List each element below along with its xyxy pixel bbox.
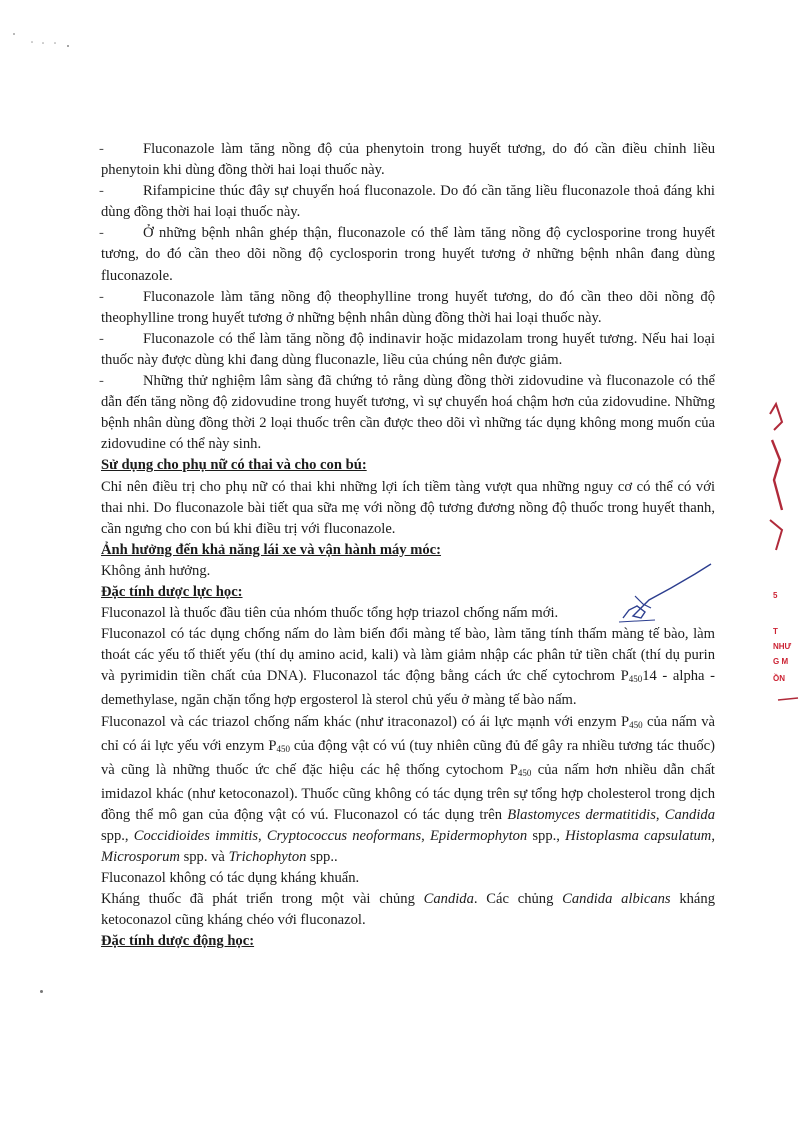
list-item: - Fluconazole có thể làm tăng nồng độ indinavir hoặc midazolam trong huyết tương. Nếu hai loại thuốc này được dùng khi đang dùng fluconazle, liều của chúng nên được giảm.: [99, 330, 715, 368]
bullet-dash: -: [99, 141, 104, 157]
section-heading-pharmacokinetics: Đặc tính dược động học:: [101, 933, 255, 950]
scan-speck: [40, 990, 43, 993]
document-body: [101, 139, 715, 953]
paragraph-list: [101, 139, 715, 624]
bullet-dash: -: [99, 330, 104, 347]
scan-specks: [10, 30, 80, 50]
list-item: - Những thử nghiệm lâm sàng đã chứng tỏ rằng dùng đồng thời zidovudine và fluconazole có thể dẫn đến tăng nồng độ zidovudine trong huyết tương, vì sự chuyển hoá chậm hơn của zidovudine. Những bệnh nhân dùng đồng thời 2 loại thuốc trên cần được theo dõi vì những tác dụng không mong muốn của zidovudine có thể này sinh.: [99, 373, 715, 453]
bullet-dash: -: [99, 183, 104, 200]
bullet-dash: -: [99, 288, 104, 305]
section-heading-pregnancy: Sử dụng cho phụ nữ có thai và cho con bú:: [101, 457, 367, 474]
bullet-dash: -: [99, 373, 104, 390]
bullet-dash: -: [99, 225, 104, 242]
no-antibacterial-text: Fluconazol không có tác dụng kháng khuẩn.: [101, 870, 360, 887]
list-item: - Fluconazole làm tăng nồng độ theophylline trong huyết tương, do đó cần theo dõi nồng độ theophylline trong huyết tương ở những bệnh nhân dùng đồng thời hai loại thuốc này.: [99, 288, 715, 326]
driving-text: Không ảnh hưởng.: [101, 562, 211, 579]
stamp-text: ỒN: [773, 674, 785, 683]
resistance-text: Kháng thuốc đã phát triển trong một vài chủng Candida. Các chủng Candida albicans kháng ketoconazol cũng kháng chéo với fluconazol.: [101, 891, 715, 929]
stamp-fragment-icon: [752, 400, 800, 750]
affinity-text: Fluconazol và các triazol chống nấm khác (như itraconazol) có ái lực mạnh với enzym $P_{450}$ của nấm và chỉ có ái lực yếu với enzym $P_{450}$ của động vật có vú (tuy nhiên cũng đủ để gây ra nhiều tương tác thuốc) và cũng là những thuốc ức chế đặc hiệu các hệ thống cytochom $P_{450}$ của nấm hơn nhiều dẫn chất imidazol khác (như ketoconazol). Thuốc cũng không có tác dụng trên sự tổng hợp cholesterol trong dịch đồng thể mô gan của động vật có vú. Fluconazol có tác dụng trên Blastomyces dermatitidis, Candida spp., Coccidioides immitis, Cryptococcus neoformans, Epidermophyton spp., Histoplasma capsulatum, Microsporum spp. và Trichophyton spp..: [101, 713, 716, 866]
list-item: - Ở những bệnh nhân ghép thận, fluconazole có thể làm tăng nồng độ cyclosporine trong huyết tương, do đó cần theo dõi nồng độ cyclosporin trong huyết tương ở những bệnh nhân đang dùng fluconazole.: [99, 225, 715, 284]
section-heading-driving: Ảnh hưởng đến khả năng lái xe và vận hành máy móc:: [101, 541, 442, 558]
stamp-text: 5: [773, 591, 778, 600]
mechanism-text: Fluconazol có tác dụng chống nấm do làm biến đổi màng tế bào, làm tăng tính thấm màng tế bào, làm thoát các yếu tố thiết yếu (thí dụ amino acid, kali) và làm giảm nhập các phân tử tiền chất (thí dụ purin và pyrimidin tiền chất của DNA). Fluconazol tác động bằng cách ức chế cytochrom $P_{450}14$ - alpha - demethylase, ngăn chặn tổng hợp ergosterol là sterol chủ yếu ở màng tế bào nấm.: [101, 626, 715, 709]
section-heading-pharmacodynamics: Đặc tính dược lực học:: [101, 583, 243, 600]
stamp-text: NHƯ: [773, 642, 792, 651]
pharmacodynamics-intro: Fluconazol là thuốc đầu tiên của nhóm thuốc tổng hợp triazol chống nấm mới.: [101, 605, 559, 622]
pregnancy-text: Chỉ nên điều trị cho phụ nữ có thai khi những lợi ích tiềm tàng vượt qua những nguy cơ có thể có với thai nhi. Do fluconazole bài tiết qua sữa mẹ với nồng độ tương đương nồng độ thuốc trong huyết thanh, cần ngưng cho con bú khi điều trị với fluconazole.: [101, 478, 715, 537]
stamp-text: T: [773, 627, 778, 636]
list-item: - Rifampicine thúc đây sự chuyển hoá fluconazole. Do đó cần tăng liều fluconazole thoả đáng khi dùng đồng thời hai loại thuốc này.: [99, 183, 715, 221]
list-item: - Fluconazole làm tăng nồng độ của phenytoin trong huyết tương, do đó cần điều chỉnh liều phenytoin khi dùng đồng thời hai loại thuốc này.: [99, 141, 715, 179]
signature-icon: [615, 560, 715, 630]
stamp-text: G M: [773, 657, 789, 666]
